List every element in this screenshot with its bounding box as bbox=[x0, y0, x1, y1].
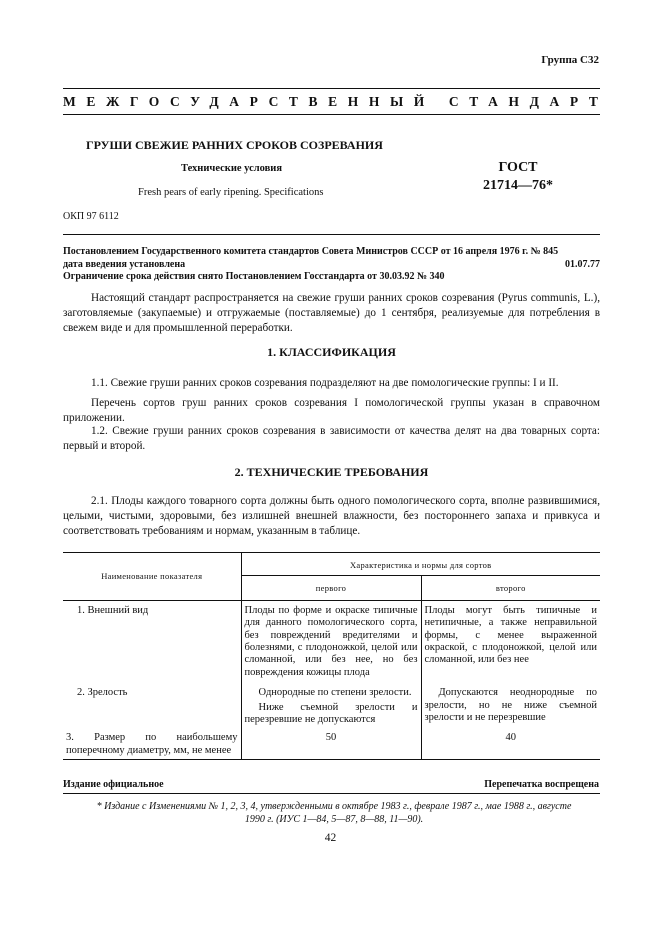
clause-1-2: 1.2. Свежие груши ранних сроков созревания в зависимости от качества делят на два товарных сорта: первый и второй. bbox=[63, 425, 600, 452]
header-indicator: Наименование показателя bbox=[63, 553, 241, 601]
row-second: 40 bbox=[505, 732, 516, 744]
table-row bbox=[63, 600, 600, 681]
group-label: Группа С32 bbox=[541, 54, 599, 66]
official-edition: Издание официальное bbox=[63, 779, 164, 790]
english-title: Fresh pears of early ripening. Specifications bbox=[138, 187, 324, 198]
footer-rule bbox=[63, 793, 600, 794]
header-first: первого bbox=[241, 576, 421, 600]
decree-line-3: Ограничение срока действия снято Постановлением Госстандарта от 30.03.92 № 340 bbox=[63, 271, 445, 282]
header-second: второго bbox=[421, 576, 600, 600]
row-name: 2. Зрелость bbox=[63, 681, 241, 728]
row-first-a: Однородные по степени зрелости. bbox=[258, 687, 412, 699]
row-first: Плоды по форме и окраске типичные для данного помологического сорта, без повреждений вредителями и болезнями, с плодоножкой, целой или сломанной, или без нее, но без повреждения кожицы плода bbox=[241, 600, 421, 681]
gost-code: 21714—76* bbox=[483, 178, 553, 193]
section-2-heading: 2. ТЕХНИЧЕСКИЕ ТРЕБОВАНИЯ bbox=[234, 465, 429, 479]
norms-table bbox=[63, 552, 600, 760]
section-1-heading: 1. КЛАССИФИКАЦИЯ bbox=[267, 345, 396, 359]
decree-rule bbox=[63, 234, 600, 235]
row-second: Плоды могут быть типичные и нетипичные, а также неправильной формы, с менее выраженной окраской, с плодоножкой, целой или сломанной, или без нее bbox=[424, 604, 597, 666]
document-subtitle: Технические условия bbox=[181, 163, 283, 174]
top-rule bbox=[63, 88, 600, 89]
gost-label: ГОСТ bbox=[498, 160, 538, 175]
row-first-b: Ниже съемной зрелости и перезревшие не допускаются bbox=[244, 701, 418, 726]
table-row bbox=[63, 681, 600, 728]
clause-1-1: 1.1. Свежие груши ранних сроков созревания подразделяют на две помологические группы: I и II. bbox=[91, 377, 559, 389]
row-name: 1. Внешний вид bbox=[63, 600, 241, 681]
row-name: 3. Размер по наибольшему поперечному диаметру, мм, не менее bbox=[63, 728, 241, 759]
standard-band: МЕЖГОСУДАРСТВЕННЫЙ СТАНДАРТ bbox=[63, 94, 609, 109]
row-first bbox=[241, 681, 421, 728]
document-title: ГРУШИ СВЕЖИЕ РАННИХ СРОКОВ СОЗРЕВАНИЯ bbox=[86, 138, 383, 152]
clause-1-1-list: Перечень сортов груш ранних сроков созревания I помологической группы указан в справочном приложении. bbox=[63, 397, 600, 424]
header-group: Характеристика и нормы для сортов bbox=[241, 553, 600, 576]
row-second: Допускаются неоднородные по зрелости, но не ниже съемной зрелости и не перезревшие bbox=[424, 687, 597, 724]
decree-row-2 bbox=[63, 259, 600, 272]
gost-number bbox=[468, 159, 568, 195]
decree-line-1: Постановлением Государственного комитета стандартов Совета Министров СССР от 16 апреля 1976 г. № 845 bbox=[63, 246, 559, 257]
decree-line-2: дата введения установлена bbox=[63, 258, 186, 270]
decree-block bbox=[63, 246, 600, 284]
clause-2-1: 2.1. Плоды каждого товарного сорта должны быть одного помологического сорта, вполне развившимися, целыми, чистыми, здоровыми, без излишней внешней влажности, без постороннего запаха и привкуса и соответствовать требованиям и нормам, указанным в таблице. bbox=[63, 495, 600, 537]
decree-date: 01.07.77 bbox=[565, 258, 600, 270]
okp-code: ОКП 97 6112 bbox=[63, 211, 119, 222]
footnote: * Издание с Изменениями № 1, 2, 3, 4, утвержденными в октябре 1983 г., феврале 1987 г., мае 1988 г., августе 1990 г. (ИУС 1—84, 5—87, 8—88, 11—90). bbox=[96, 801, 572, 825]
intro-paragraph: Настоящий стандарт распространяется на свежие груши ранних сроков созревания (Pyrus communis, L.), заготовляемые (закупаемые) и отгружаемые (поставляемые) до 1 сентября, реализуемые для потребления в свежем виде и для промышленной переработки. bbox=[63, 292, 600, 334]
page-number: 42 bbox=[324, 832, 337, 844]
reprint-prohibited: Перепечатка воспрещена bbox=[484, 779, 599, 790]
band-rule bbox=[63, 114, 600, 115]
table-row bbox=[63, 728, 600, 759]
row-first: 50 bbox=[241, 728, 421, 759]
